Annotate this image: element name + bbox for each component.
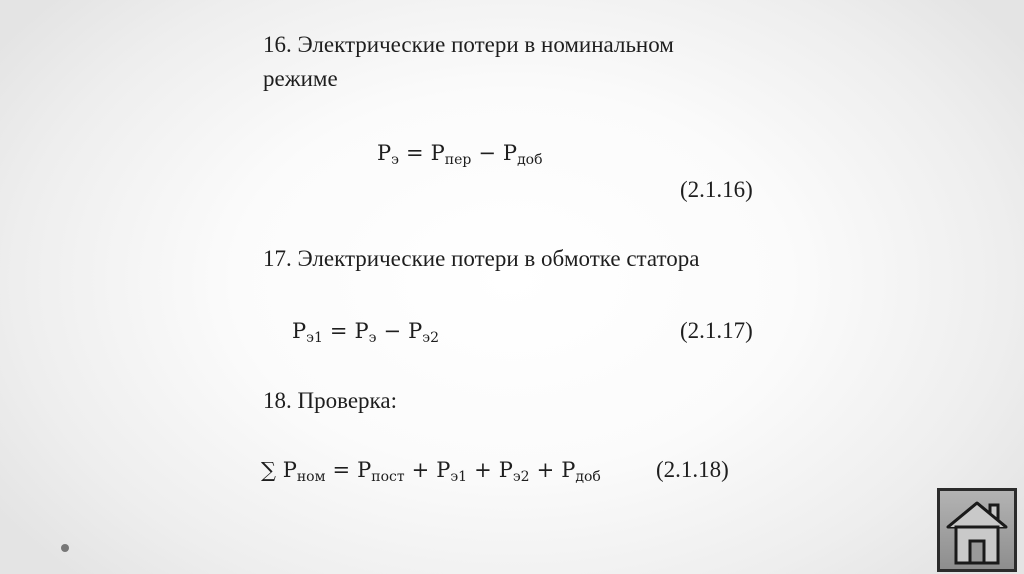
- formula-term: $P_э$: [354, 319, 377, 346]
- formula-term: $P_{э1}$: [436, 458, 468, 485]
- formula-term: $P_э$: [377, 141, 399, 168]
- formula-term: $P_{ном}$: [282, 458, 326, 485]
- formula-operator: +: [536, 458, 555, 482]
- formula-term: $P_{э2}$: [498, 458, 530, 485]
- formula-operator: =: [332, 458, 351, 482]
- formula-term: $P_{пер}$: [430, 141, 472, 168]
- formula-operator: =: [405, 141, 424, 165]
- formula-2-1-16: [377, 138, 543, 168]
- formula-operator: −: [478, 141, 496, 165]
- formula-operator: =: [329, 319, 348, 343]
- item-18-heading: 18. Проверка:: [263, 388, 397, 413]
- formula-term: $P_{пост}$: [357, 458, 405, 485]
- home-button[interactable]: [937, 488, 1017, 572]
- item-17-heading: 17. Электрические потери в обмотке статора: [263, 246, 700, 271]
- item-16-heading-line1: 16. Электрические потери в номинальном: [263, 32, 674, 57]
- formula-2-1-18: [261, 455, 601, 485]
- formula-2-1-17: [292, 316, 439, 346]
- formula-term: $P_{э2}$: [408, 319, 439, 346]
- formula-term: $P_{доб}$: [502, 141, 543, 168]
- sum-symbol: ∑: [261, 458, 276, 482]
- formula-operator: +: [474, 458, 492, 482]
- equation-number-2-1-16: (2.1.16): [680, 177, 753, 202]
- equation-number-2-1-17: (2.1.17): [680, 318, 753, 343]
- home-icon: [944, 495, 1010, 567]
- formula-operator: +: [411, 458, 430, 482]
- formula-operator: −: [383, 319, 402, 343]
- formula-term: $P_{доб}$: [561, 458, 601, 485]
- item-16-heading-line2: режиме: [263, 66, 338, 91]
- equation-number-2-1-18: (2.1.18): [656, 457, 729, 482]
- formula-term: $P_{э1}$: [292, 319, 323, 346]
- dot-icon: [61, 544, 69, 552]
